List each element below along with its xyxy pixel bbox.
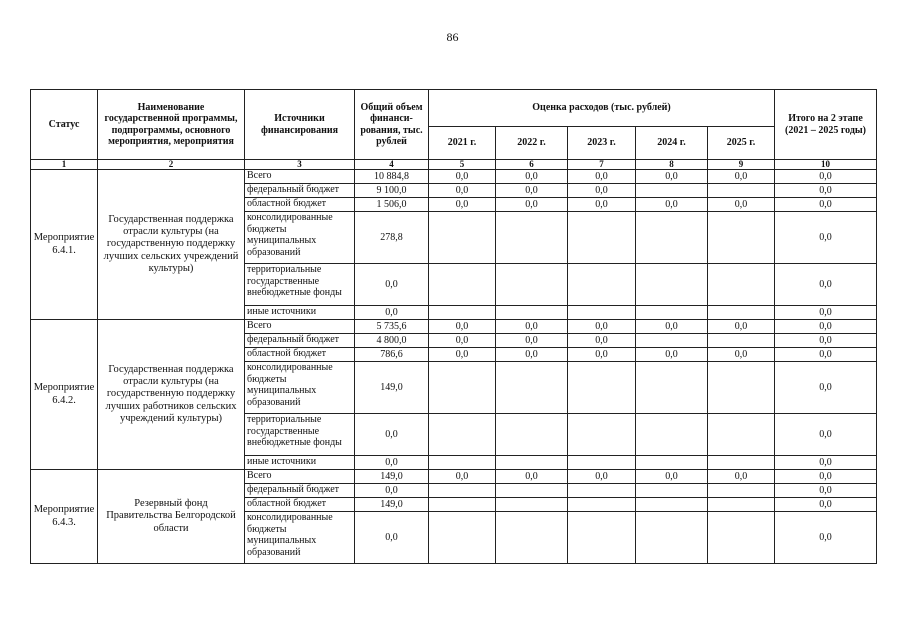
header-itogo: Итого на 2 этапе (2021 – 2025 годы)	[775, 90, 877, 160]
financing-table	[30, 89, 877, 564]
year-cell: 0,0	[636, 348, 708, 362]
year-cell	[636, 414, 708, 456]
source-cell: областной бюджет	[245, 348, 355, 362]
year-cell: 0,0	[708, 320, 775, 334]
source-cell: иные источники	[245, 306, 355, 320]
itogo-cell: 0,0	[775, 212, 877, 264]
year-cell	[636, 484, 708, 498]
itogo-cell: 0,0	[775, 264, 877, 306]
year-cell	[708, 498, 775, 512]
total-cell: 1 506,0	[355, 198, 429, 212]
total-cell: 0,0	[355, 512, 429, 564]
table-row	[31, 320, 877, 334]
total-cell: 786,6	[355, 348, 429, 362]
year-cell	[708, 264, 775, 306]
col-number: 9	[708, 160, 775, 170]
total-cell: 5 735,6	[355, 320, 429, 334]
source-cell: консолидированные бюджеты муниципальных образований	[245, 362, 355, 414]
year-cell	[708, 512, 775, 564]
year-cell	[708, 306, 775, 320]
year-cell: 0,0	[429, 198, 496, 212]
year-cell	[708, 414, 775, 456]
year-cell: 0,0	[496, 198, 568, 212]
source-cell: федеральный бюджет	[245, 484, 355, 498]
source-cell: Всего	[245, 470, 355, 484]
year-cell	[496, 212, 568, 264]
header-year: 2023 г.	[568, 127, 636, 160]
year-cell	[568, 512, 636, 564]
year-cell: 0,0	[568, 198, 636, 212]
name-cell: Государственная поддержка отрасли культуры (на государственную поддержку лучших сельских учреждений культуры)	[98, 170, 245, 320]
year-cell	[429, 498, 496, 512]
itogo-cell: 0,0	[775, 470, 877, 484]
itogo-cell: 0,0	[775, 512, 877, 564]
year-cell: 0,0	[708, 170, 775, 184]
source-cell: иные источники	[245, 456, 355, 470]
col-number: 3	[245, 160, 355, 170]
year-cell	[636, 184, 708, 198]
year-cell: 0,0	[568, 334, 636, 348]
col-number: 7	[568, 160, 636, 170]
header-year: 2021 г.	[429, 127, 496, 160]
year-cell	[429, 484, 496, 498]
year-cell	[568, 212, 636, 264]
year-cell	[636, 306, 708, 320]
header-year: 2022 г.	[496, 127, 568, 160]
itogo-cell: 0,0	[775, 362, 877, 414]
source-cell: территориальные государственные внебюджетные фонды	[245, 414, 355, 456]
year-cell	[496, 306, 568, 320]
year-cell: 0,0	[496, 184, 568, 198]
year-cell: 0,0	[708, 470, 775, 484]
total-cell: 149,0	[355, 362, 429, 414]
col-number: 10	[775, 160, 877, 170]
itogo-cell: 0,0	[775, 184, 877, 198]
col-number: 8	[636, 160, 708, 170]
itogo-cell: 0,0	[775, 170, 877, 184]
source-cell: консолидированные бюджеты муниципальных образований	[245, 212, 355, 264]
status-cell: Мероприятие 6.4.2.	[31, 320, 98, 470]
year-cell	[636, 264, 708, 306]
year-cell: 0,0	[496, 348, 568, 362]
col-number: 5	[429, 160, 496, 170]
status-cell: Мероприятие 6.4.3.	[31, 470, 98, 564]
year-cell	[708, 184, 775, 198]
total-cell: 0,0	[355, 484, 429, 498]
col-number: 2	[98, 160, 245, 170]
total-cell: 9 100,0	[355, 184, 429, 198]
itogo-cell: 0,0	[775, 498, 877, 512]
year-cell	[496, 362, 568, 414]
col-number: 4	[355, 160, 429, 170]
year-cell: 0,0	[429, 320, 496, 334]
year-cell	[496, 264, 568, 306]
year-cell	[429, 512, 496, 564]
itogo-cell: 0,0	[775, 334, 877, 348]
total-cell: 0,0	[355, 306, 429, 320]
year-cell: 0,0	[496, 334, 568, 348]
table-row	[31, 170, 877, 184]
year-cell	[708, 484, 775, 498]
year-cell	[429, 212, 496, 264]
year-cell	[636, 334, 708, 348]
year-cell	[429, 264, 496, 306]
year-cell: 0,0	[496, 320, 568, 334]
table-row	[31, 470, 877, 484]
header-year: 2024 г.	[636, 127, 708, 160]
year-cell: 0,0	[568, 320, 636, 334]
year-cell	[496, 498, 568, 512]
source-cell: областной бюджет	[245, 198, 355, 212]
source-cell: территориальные государственные внебюджетные фонды	[245, 264, 355, 306]
page-number: 86	[446, 30, 459, 44]
year-cell	[429, 306, 496, 320]
year-cell: 0,0	[568, 184, 636, 198]
year-cell: 0,0	[636, 470, 708, 484]
itogo-cell: 0,0	[775, 198, 877, 212]
header-sources: Источники финансирования	[245, 90, 355, 160]
year-cell: 0,0	[429, 470, 496, 484]
year-cell	[568, 362, 636, 414]
status-cell: Мероприятие 6.4.1.	[31, 170, 98, 320]
header-year: 2025 г.	[708, 127, 775, 160]
year-cell: 0,0	[496, 470, 568, 484]
total-cell: 0,0	[355, 264, 429, 306]
itogo-cell: 0,0	[775, 414, 877, 456]
year-cell	[568, 414, 636, 456]
year-cell: 0,0	[568, 348, 636, 362]
header-name: Наименование государственной программы, подпрограммы, основного мероприятия, мероприятия	[98, 90, 245, 160]
year-cell	[429, 362, 496, 414]
year-cell	[496, 512, 568, 564]
year-cell	[568, 306, 636, 320]
col-number: 6	[496, 160, 568, 170]
year-cell	[636, 362, 708, 414]
year-cell: 0,0	[636, 320, 708, 334]
year-cell	[708, 334, 775, 348]
year-cell: 0,0	[568, 470, 636, 484]
source-cell: федеральный бюджет	[245, 334, 355, 348]
year-cell	[636, 498, 708, 512]
total-cell: 278,8	[355, 212, 429, 264]
year-cell	[496, 414, 568, 456]
year-cell: 0,0	[568, 170, 636, 184]
year-cell: 0,0	[429, 184, 496, 198]
year-cell	[496, 456, 568, 470]
col-number: 1	[31, 160, 98, 170]
year-cell	[429, 456, 496, 470]
source-cell: федеральный бюджет	[245, 184, 355, 198]
year-cell	[568, 264, 636, 306]
year-cell	[568, 498, 636, 512]
source-cell: консолидированные бюджеты муниципальных образований	[245, 512, 355, 564]
year-cell: 0,0	[429, 334, 496, 348]
year-cell	[708, 212, 775, 264]
year-cell: 0,0	[636, 198, 708, 212]
header-estimate: Оценка расходов (тыс. рублей)	[429, 90, 775, 127]
source-cell: Всего	[245, 320, 355, 334]
year-cell: 0,0	[429, 170, 496, 184]
year-cell	[708, 456, 775, 470]
name-cell: Государственная поддержка отрасли культуры (на государственную поддержку лучших работников сельских учреждений культуры)	[98, 320, 245, 470]
year-cell: 0,0	[636, 170, 708, 184]
itogo-cell: 0,0	[775, 484, 877, 498]
header-status: Статус	[31, 90, 98, 160]
source-cell: Всего	[245, 170, 355, 184]
year-cell	[568, 484, 636, 498]
total-cell: 0,0	[355, 456, 429, 470]
itogo-cell: 0,0	[775, 320, 877, 334]
total-cell: 4 800,0	[355, 334, 429, 348]
year-cell	[636, 512, 708, 564]
itogo-cell: 0,0	[775, 456, 877, 470]
total-cell: 10 884,8	[355, 170, 429, 184]
year-cell: 0,0	[496, 170, 568, 184]
year-cell	[708, 362, 775, 414]
year-cell: 0,0	[429, 348, 496, 362]
year-cell	[568, 456, 636, 470]
year-cell: 0,0	[708, 348, 775, 362]
year-cell: 0,0	[708, 198, 775, 212]
year-cell	[429, 414, 496, 456]
name-cell: Резервный фонд Правительства Белгородской области	[98, 470, 245, 564]
total-cell: 0,0	[355, 414, 429, 456]
source-cell: областной бюджет	[245, 498, 355, 512]
total-cell: 149,0	[355, 498, 429, 512]
year-cell	[496, 484, 568, 498]
year-cell	[636, 212, 708, 264]
year-cell	[636, 456, 708, 470]
header-total: Общий объем финанси-рования, тыс. рублей	[355, 90, 429, 160]
total-cell: 149,0	[355, 470, 429, 484]
itogo-cell: 0,0	[775, 306, 877, 320]
itogo-cell: 0,0	[775, 348, 877, 362]
